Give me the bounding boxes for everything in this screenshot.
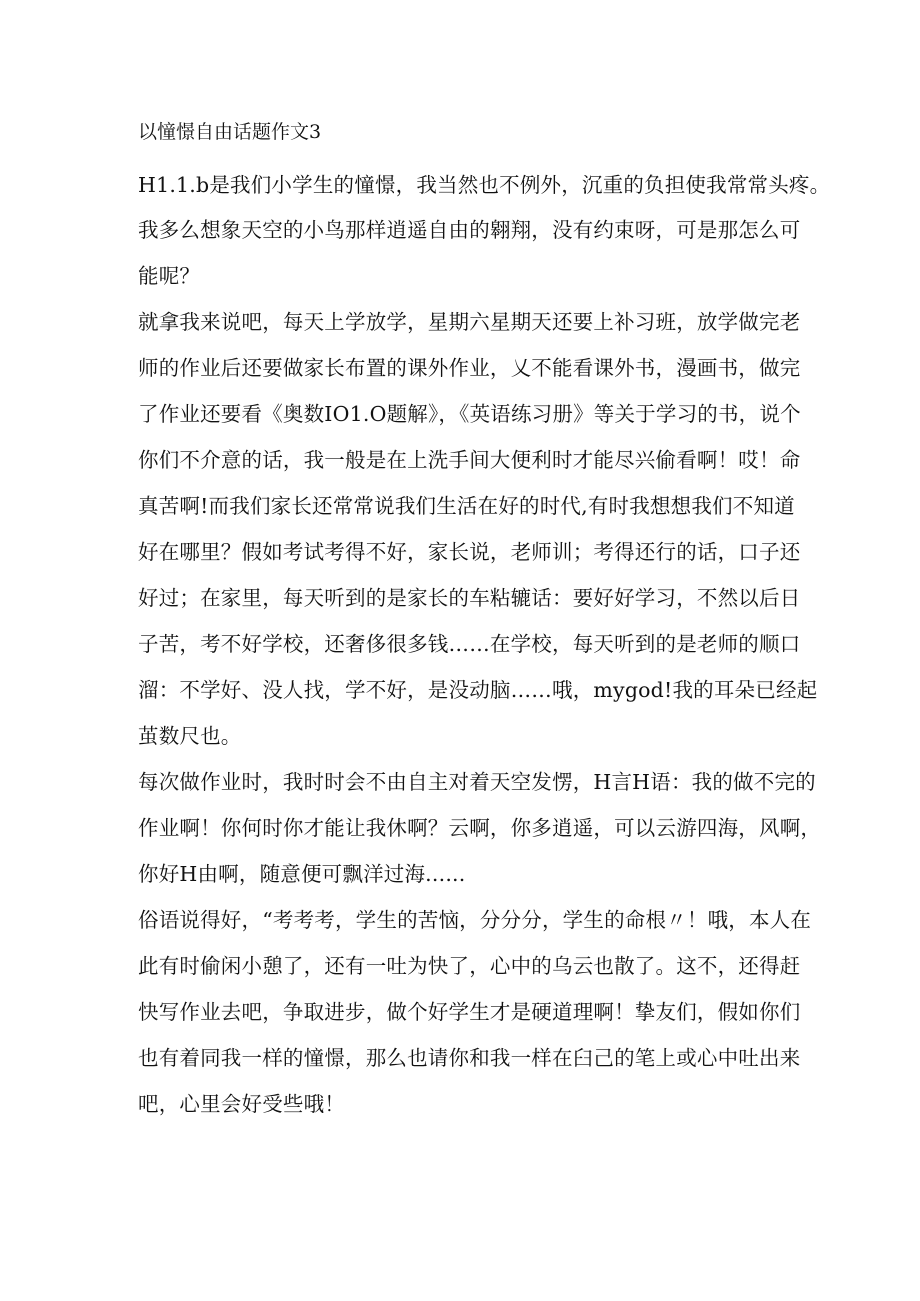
text-line: 你好H由啊，随意便可飘洋过海...... [138, 862, 466, 886]
document-title: 以憧憬自由话题作文3 [138, 121, 322, 143]
text-line: 我多么想象天空的小鸟那样逍遥自由的翱翔，没有约束呀，可是那怎么可 [138, 218, 801, 242]
text-line: H1.1.b是我们小学生的憧憬，我当然也不例外，沉重的负担使我常常头疼。 [138, 173, 831, 197]
text-line: 师的作业后还要做家长布置的课外作业，乂不能看课外书，漫画书，做完 [138, 356, 801, 380]
text-line: 快写作业去吧，争取进步，做个好学生才是硬道理啊！挚友们，假如你们 [138, 1000, 801, 1024]
text-line: 能呢？ [138, 264, 201, 288]
text-line: 每次做作业时，我时时会不由自主对着天空发愣，H言H语：我的做不完的 [138, 770, 816, 794]
text-line: 溜：不学好、没人找，学不好，是没动脑……哦，mygod!我的耳朵已经起 [138, 678, 818, 702]
text-line: 茧数尺也。 [138, 724, 242, 748]
text-line: 你们不介意的话，我一般是在上洗手间大便利时才能尽兴偷看啊！哎！命 [138, 448, 801, 472]
text-line: 好在哪里？假如考试考得不好，家长说，老师训；考得还行的话，口子还 [138, 540, 801, 564]
text-line: 子苦，考不好学校，还奢侈很多钱……在学校，每天听到的是老师的顺口 [138, 632, 801, 656]
text-line: 就拿我来说吧，每天上学放学，星期六星期天还要上补习班，放学做完老 [138, 310, 801, 334]
text-line: 俗语说得好，“考考考，学生的苦恼，分分分，学生的命根〃！哦，本人在 [138, 908, 812, 932]
text-line: 好过；在家里，每天听到的是家长的车粘辘话：要好好学习，不然以后日 [138, 586, 801, 610]
text-line: 了作业还要看《奥数IO1.O题解》，《英语练习册》等关于学习的书，说个 [138, 402, 801, 426]
text-line: 也有着同我一样的憧憬，那么也请你和我一样在臼己的笔上或心中吐出来 [138, 1046, 801, 1070]
text-line: 此有时偷闲小憩了，还有一吐为快了，心中的乌云也散了。这不，还得赶 [138, 954, 801, 978]
text-line: 吧，心里会好受些哦！ [138, 1092, 345, 1116]
text-line: 真苦啊!而我们家长还常常说我们生活在好的时代,有时我想想我们不知道 [138, 494, 795, 518]
text-line: 作业啊！你何时你才能让我休啊？云啊，你多逍遥，可以云游四海，风啊， [138, 816, 822, 840]
